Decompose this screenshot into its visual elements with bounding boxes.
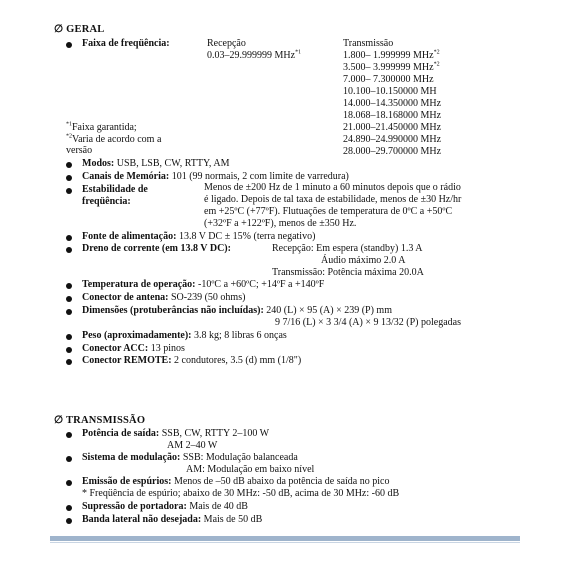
tx-range-value: 10.100–10.150000 MH <box>343 86 437 97</box>
tx-label: Transmissão <box>343 38 394 49</box>
note-2-text-a: Varia de acordo com a <box>72 134 162 145</box>
section-heading-geral: ∅ GERAL <box>54 24 105 35</box>
antena-value: SO-239 (50 ohms) <box>170 292 246 303</box>
note-1-sup: *1 <box>66 121 72 128</box>
faixa-label: Faixa de freqüência: <box>82 38 170 49</box>
esp-row <box>82 476 389 488</box>
estab-line-2: é ligado. Depois de tal taxa de estabilidade, menos de ±30 Hz/hr <box>204 194 462 205</box>
bullet <box>66 480 72 486</box>
bullet <box>66 309 72 315</box>
tx-range-item <box>343 122 441 134</box>
tx-range-item <box>343 134 441 146</box>
temp-value: -10ºC a +60ºC; +14ºF a +140ºF <box>198 279 325 290</box>
tx-range-value: 24.890–24.990000 MHz <box>343 134 442 145</box>
pot-row <box>82 428 269 440</box>
estab-line-1: Menos de ±200 Hz de 1 minuto a 60 minutos depois que o rádio <box>204 182 461 193</box>
peso-value: 3.8 kg; 8 libras 6 onças <box>194 330 287 341</box>
footer-rule-thin <box>50 542 520 543</box>
rx-label: Recepção <box>207 38 246 49</box>
supressao-label: Supressão de portadora: <box>82 501 187 512</box>
supressao-row <box>82 501 248 513</box>
bullet <box>66 162 72 168</box>
note-2-sup: *2 <box>66 133 72 140</box>
fonte-row <box>82 231 315 243</box>
acc-label: Conector ACC: <box>82 343 149 354</box>
tx-range-sup: *2 <box>433 61 440 68</box>
tx-range-value: 18.068–18.168000 MHz <box>343 110 442 121</box>
estab-line-3: em +25ºC (+77ºF). Flutuações de temperatura de 0ºC a +50ºC <box>204 206 453 217</box>
modos-value: USB, LSB, CW, RTTY, AM <box>116 158 230 169</box>
acc-value: 13 pinos <box>150 343 185 354</box>
tx-range-item <box>343 74 434 86</box>
mod-line-2: AM: Modulação em baixo nível <box>186 464 315 475</box>
bullet <box>66 347 72 353</box>
tx-range-item <box>343 62 440 74</box>
tx-range-value: 3.500– 3.999999 MHz <box>343 62 434 73</box>
bullet <box>66 334 72 340</box>
bullet <box>66 283 72 289</box>
tx-range-item <box>343 98 441 110</box>
dreno-line-2: Áudio máximo 2.0 A <box>321 255 406 266</box>
esp-line-1: Menos de –50 dB abaixo da potência de saída no pico <box>173 476 390 487</box>
esp-line-2: * Freqüência de espúrio; abaixo de 30 MHz: -50 dB, acima de 30 MHz: -60 dB <box>82 488 400 499</box>
banda-value: Mais de 50 dB <box>203 514 263 525</box>
fonte-label: Fonte de alimentação: <box>82 231 177 242</box>
estab-label-1: Estabilidade de <box>82 184 148 195</box>
modos-label: Modos: <box>82 158 115 169</box>
peso-row <box>82 330 287 342</box>
remote-label: Conector REMOTE: <box>82 355 172 366</box>
dreno-label: Dreno de corrente (em 13.8 V DC): <box>82 243 231 254</box>
dreno-line-3: Transmissão: Potência máxima 20.0A <box>272 267 424 278</box>
tx-range-value: 14.000–14.350000 MHz <box>343 98 442 109</box>
tx-range-value: 1.800– 1.999999 MHz <box>343 50 434 61</box>
bullet <box>66 505 72 511</box>
canais-value: 101 (99 normais, 2 com limite de varredura) <box>171 171 349 182</box>
remote-row <box>82 355 301 367</box>
peso-label: Peso (aproximadamente): <box>82 330 192 341</box>
bullet <box>66 247 72 253</box>
mod-label: Sistema de modulação: <box>82 452 181 463</box>
tx-range-value: 21.000–21.450000 MHz <box>343 122 442 133</box>
dim-row <box>82 305 392 317</box>
note-1-text: Faixa garantida; <box>72 122 137 133</box>
note-2-text-b: versão <box>66 145 93 156</box>
section-heading-transmissao: ∅ TRANSMISSÃO <box>54 415 146 426</box>
tx-range-sup: *2 <box>433 49 440 56</box>
pot-line-1: SSB, CW, RTTY 2–100 W <box>161 428 270 439</box>
remote-value: 2 condutores, 3.5 (d) mm (1/8") <box>174 355 302 366</box>
note-1 <box>66 122 137 134</box>
canais-label: Canais de Memória: <box>82 171 170 182</box>
rx-value-text: 0.03–29.999999 MHz <box>207 50 296 61</box>
temp-label: Temperatura de operação: <box>82 279 196 290</box>
bullet <box>66 518 72 524</box>
fonte-value: 13.8 V DC ± 15% (terra negativo) <box>178 231 316 242</box>
bullet <box>66 456 72 462</box>
dreno-line-1: Recepção: Em espera (standby) 1.3 A <box>272 243 423 254</box>
temp-row <box>82 279 324 291</box>
bullet <box>66 235 72 241</box>
acc-row <box>82 343 185 355</box>
bullet <box>66 296 72 302</box>
estab-line-4: (+32ºF a +122ºF), menos de ±350 Hz. <box>204 218 357 229</box>
bullet <box>66 432 72 438</box>
esp-label: Emissão de espúrios: <box>82 476 172 487</box>
bullet <box>66 188 72 194</box>
rx-sup: *1 <box>295 49 302 56</box>
tx-range-item <box>343 86 437 98</box>
rx-value <box>207 50 301 62</box>
dim-line-1: 240 (L) × 95 (A) × 239 (P) mm <box>266 305 392 316</box>
tx-range-item <box>343 146 441 158</box>
tx-range-item <box>343 50 440 62</box>
pot-label: Potência de saída: <box>82 428 160 439</box>
tx-range-value: 7.000– 7.300000 MHz <box>343 74 434 85</box>
banda-label: Banda lateral não desejada: <box>82 514 202 525</box>
bullet <box>66 359 72 365</box>
estab-label-2: freqüência: <box>82 196 131 207</box>
supressao-value: Mais de 40 dB <box>189 501 248 512</box>
antena-row <box>82 292 245 304</box>
bullet <box>66 175 72 181</box>
modos-row <box>82 158 230 170</box>
pot-line-2: AM 2–40 W <box>167 440 218 451</box>
dim-label: Dimensões (protuberâncias não incluídas): <box>82 305 264 316</box>
tx-range-item <box>343 110 441 122</box>
dim-line-2: 9 7/16 (L) × 3 3/4 (A) × 9 13/32 (P) polegadas <box>275 317 461 328</box>
footer-rule <box>50 536 520 541</box>
bullet <box>66 42 72 48</box>
banda-row <box>82 514 262 526</box>
tx-range-value: 28.000–29.700000 MHz <box>343 146 442 157</box>
antena-label: Conector de antena: <box>82 292 169 303</box>
mod-line-1: SSB: Modulação balanceada <box>182 452 298 463</box>
mod-row <box>82 452 298 464</box>
